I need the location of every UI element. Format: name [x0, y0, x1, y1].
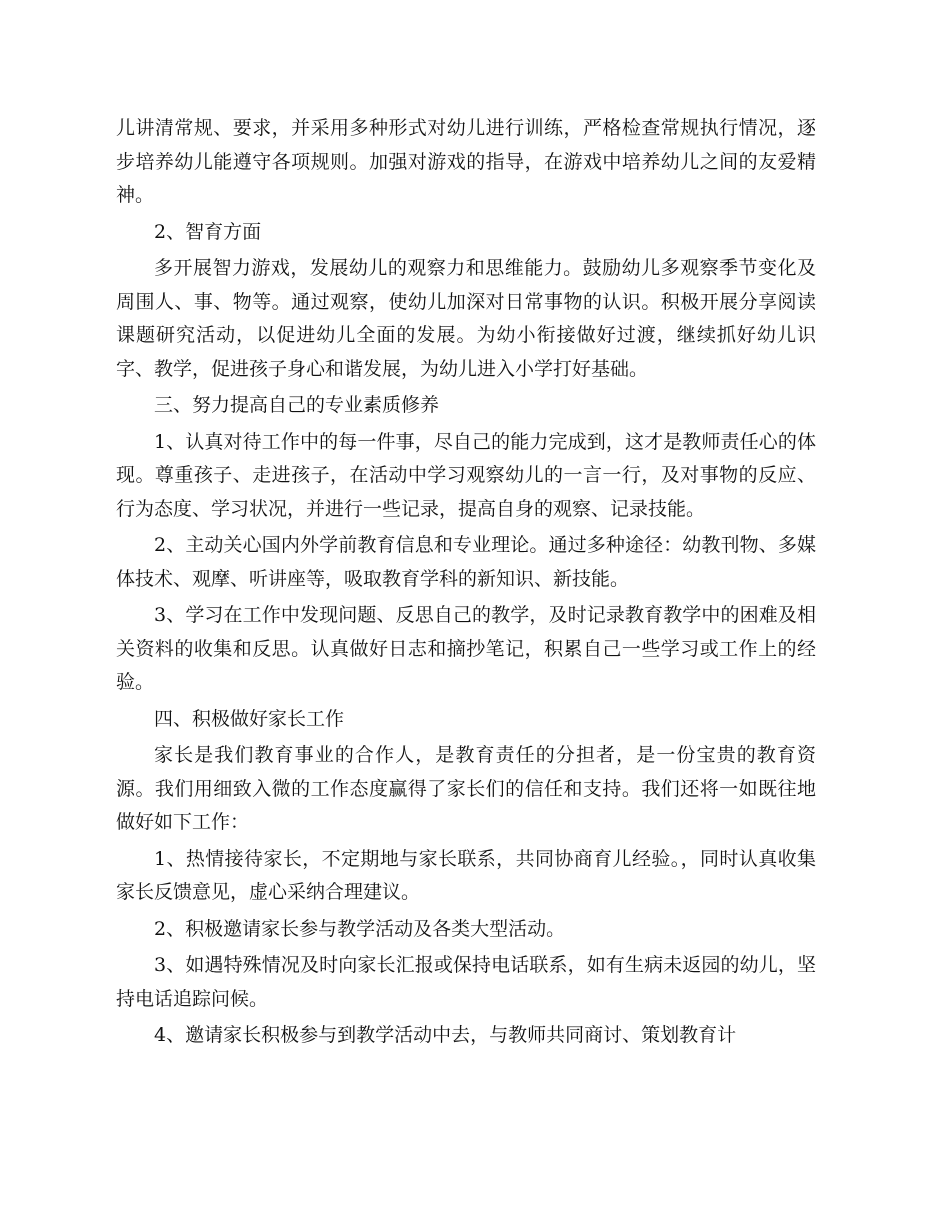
heading-intellectual-education: 2、智育方面	[154, 220, 262, 243]
heading-parent-work: 四、积极做好家长工作	[154, 707, 345, 730]
paragraph-preschool-theory: 2、主动关心国内外学前教育信息和专业理论。通过多种途径：幼教刊物、多媒体技术、观摩、听讲座等，吸取教育学科的新知识、新技能。	[116, 534, 816, 590]
paragraph-special-situations: 3、如遇特殊情况及时向家长汇报或保持电话联系，如有生病未返园的幼儿，坚持电话追踪问候。	[116, 954, 816, 1010]
paragraph-invite-parents: 2、积极邀请家长参与教学活动及各类大型活动。	[154, 917, 566, 940]
paragraph-intellectual-education: 多开展智力游戏，发展幼儿的观察力和思维能力。鼓励幼儿多观察季节变化及周围人、事、物等。通过观察，使幼儿加深对日常事物的认识。积极开展分享阅读课题研究活动，以促进幼儿全面的发展。为幼小衔接做好过渡，继续抓好幼儿识字、教学，促进孩子身心和谐发展，为幼儿进入小学打好基础。	[116, 257, 816, 380]
paragraph-receive-parents: 1、热情接待家长，不定期地与家长联系，共同协商育儿经验。，同时认真收集家长反馈意见，虚心采纳合理建议。	[116, 847, 816, 903]
paragraph-parents-partners: 家长是我们教育事业的合作人，是教育责任的分担者，是一份宝贵的教育资源。我们用细致入微的工作态度赢得了家长们的信任和支持。我们还将一如既往地做好如下工作：	[116, 744, 816, 833]
heading-professional-quality: 三、努力提高自己的专业素质修养	[154, 394, 440, 416]
paragraph-routine-training: 儿讲清常规、要求，并采用多种形式对幼儿进行训练，严格检查常规执行情况，逐步培养幼儿能遵守各项规则。加强对游戏的指导，在游戏中培养幼儿之间的友爱精神。	[116, 117, 816, 206]
document-page	[116, 112, 816, 1056]
paragraph-reflection: 3、学习在工作中发现问题、反思自己的教学，及时记录教育教学中的困难及相关资料的收集和反思。认真做好日志和摘抄笔记，积累自己一些学习或工作上的经验。	[116, 604, 816, 693]
paragraph-teaching-participation: 4、邀请家长积极参与到教学活动中去，与教师共同商讨、策划教育计	[154, 1024, 737, 1046]
paragraph-responsibility: 1、认真对待工作中的每一件事，尽自己的能力完成到，这才是教师责任心的体现。尊重孩子、走进孩子，在活动中学习观察幼儿的一言一行，及对事物的反应、行为态度、学习状况，并进行一些记录，提高自身的观察、记录技能。	[116, 430, 816, 520]
